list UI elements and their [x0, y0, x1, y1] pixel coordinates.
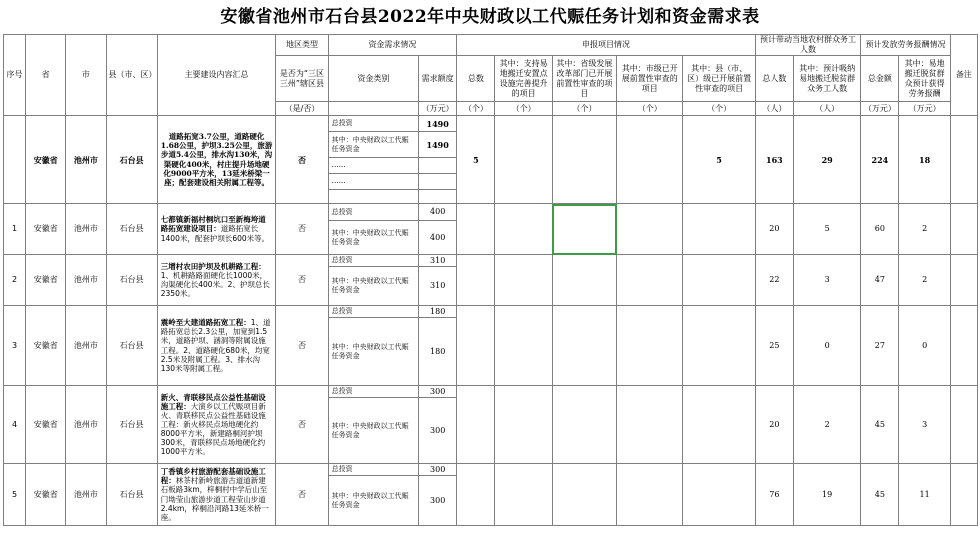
- unit-jobs-poor: （人）: [793, 102, 860, 116]
- row-province[interactable]: 安徽省: [26, 386, 66, 464]
- row-total-invest-label[interactable]: 总投资: [328, 464, 418, 476]
- row-decl-c4[interactable]: [683, 386, 755, 464]
- row-county[interactable]: 石台县: [106, 204, 157, 255]
- unit-decl-c4: （个）: [683, 102, 755, 116]
- row-decl-c4[interactable]: [683, 204, 755, 255]
- row-city[interactable]: 池州市: [66, 255, 106, 306]
- project-title: 七都镇新福村桐坑口至新梅垮道路拓宽建设项目：: [160, 215, 266, 234]
- row-total-invest[interactable]: 300: [419, 464, 457, 476]
- summary-decl-c4[interactable]: 5: [683, 116, 755, 204]
- row-city[interactable]: 池州市: [66, 464, 106, 526]
- table-row: [4, 306, 978, 318]
- row-decl-c3[interactable]: [617, 255, 683, 306]
- row-central-label[interactable]: 其中：中央财政以工代赈任务资金: [328, 398, 418, 464]
- project-detail: 1、机耕路路面硬化长1000米，沟渠硬化长400米。2、护坝总长2350米。: [160, 270, 270, 299]
- row-region[interactable]: 否: [276, 386, 328, 464]
- summary-pay-poor[interactable]: 18: [899, 116, 950, 204]
- row-jobs-poor[interactable]: 3: [793, 255, 860, 306]
- unit-fund-amt: （万元）: [419, 102, 457, 116]
- row-remark[interactable]: [950, 386, 977, 464]
- table-row: [4, 204, 978, 221]
- row-central-label[interactable]: 其中：中央财政以工代赈任务资金: [328, 267, 418, 306]
- row-seq[interactable]: 4: [4, 386, 26, 464]
- header-jobs: 预计带动当地农村群众务工人数: [755, 35, 861, 56]
- row-seq[interactable]: 5: [4, 464, 26, 526]
- row-city[interactable]: 池州市: [66, 386, 106, 464]
- row-jobs-total[interactable]: 76: [755, 464, 793, 526]
- unit-decl-c2: （个）: [552, 102, 616, 116]
- row-seq[interactable]: 3: [4, 306, 26, 386]
- header-remark: 备注: [950, 35, 977, 116]
- row-province[interactable]: 安徽省: [26, 464, 66, 526]
- row-decl-c4[interactable]: [683, 306, 755, 386]
- header-funds: 资金需求情况: [328, 35, 457, 56]
- summary-seq[interactable]: [4, 116, 26, 204]
- row-total-invest[interactable]: 180: [419, 306, 457, 318]
- selected-cell[interactable]: [552, 204, 616, 255]
- summary-pay-total[interactable]: 224: [861, 116, 899, 204]
- summary-dots-1[interactable]: ……: [328, 158, 418, 174]
- summary-region[interactable]: 否: [276, 116, 328, 204]
- project-title: 丁香镇乡村旅游配套基础设施工程：: [160, 467, 266, 486]
- summary-dots-amt-2[interactable]: [419, 174, 457, 190]
- row-pay-total[interactable]: 45: [861, 464, 899, 526]
- summary-row: [4, 116, 978, 132]
- header-seq: 序号: [4, 35, 26, 116]
- header-jobs-poor: 其中：预计吸纳易地搬迁脱贫群众务工人数: [793, 56, 860, 102]
- summary-dots-amt-1[interactable]: [419, 158, 457, 174]
- row-county[interactable]: 石台县: [106, 386, 157, 464]
- row-province[interactable]: 安徽省: [26, 306, 66, 386]
- row-pay-poor[interactable]: 2: [899, 204, 950, 255]
- row-decl-c4[interactable]: [683, 464, 755, 526]
- project-detail: 1、道路拓宽总长2.3公里，加宽到1.5米，道路护坝、涵洞等附属设施工程。2、道路硬化680米，均宽2.5米及附属工程。3、排水沟130米等附属工程。: [160, 318, 271, 373]
- header-county: 县（市、区）: [106, 35, 157, 116]
- row-pay-total[interactable]: 47: [861, 255, 899, 306]
- unit-region: （是/否）: [276, 102, 328, 116]
- row-province[interactable]: 安徽省: [26, 255, 66, 306]
- project-detail: 大演乡以工代赈项目新火、青联移民点公益性基础设施工程：新火移民点场地硬化约8000平方米，新建路桐河护坝300米，青联移民点场地硬化约1000平方米。: [160, 401, 266, 457]
- row-decl-c2[interactable]: [552, 306, 616, 386]
- row-decl-c1[interactable]: [495, 386, 552, 464]
- row-remark[interactable]: [950, 464, 977, 526]
- header-fund-amt: 需求额度: [419, 56, 457, 102]
- row-pay-total[interactable]: 60: [861, 204, 899, 255]
- summary-content[interactable]: 道路拓宽3.7公里，道路硬化1.68公里，护坝3.25公里，旅游步道5.4公里，排水沟130米，沟渠硬化400米，村庄提升场地硬化9000平方米，13延米桥梁一座；配套建设相关附属工程等。: [157, 116, 276, 204]
- header-decl-c1: 其中：支持易地搬迁安置点设施完善提升的项目: [495, 56, 552, 102]
- row-decl-c1[interactable]: [495, 255, 552, 306]
- row-jobs-poor[interactable]: 19: [793, 464, 860, 526]
- row-pay-poor[interactable]: 11: [899, 464, 950, 526]
- row-remark[interactable]: [950, 306, 977, 386]
- header-province: 省: [26, 35, 66, 116]
- row-region[interactable]: 否: [276, 255, 328, 306]
- table-row: [4, 255, 978, 267]
- row-decl-total[interactable]: [457, 255, 495, 306]
- row-province[interactable]: 安徽省: [26, 204, 66, 255]
- row-central[interactable]: 180: [419, 318, 457, 386]
- header-pay-poor: 其中：易地搬迁脱贫群众预计获得劳务报酬: [899, 56, 950, 102]
- row-jobs-total[interactable]: 25: [755, 306, 793, 386]
- unit-fund-cat-empty: [328, 102, 418, 116]
- unit-jobs-total: （人）: [755, 102, 793, 116]
- header-pay-total: 总金额: [861, 56, 899, 102]
- row-decl-c3[interactable]: [617, 386, 683, 464]
- row-decl-c1[interactable]: [495, 464, 552, 526]
- header-pay: 预计发放劳务报酬情况: [861, 35, 950, 56]
- header-fund-cat: 资金类别: [328, 56, 418, 102]
- row-total-invest-label[interactable]: 总投资: [328, 255, 418, 267]
- row-decl-c3[interactable]: [617, 306, 683, 386]
- row-pay-total[interactable]: 45: [861, 386, 899, 464]
- table-row: [4, 464, 978, 476]
- row-total-invest-label[interactable]: 总投资: [328, 204, 418, 221]
- row-jobs-poor[interactable]: 0: [793, 306, 860, 386]
- row-region[interactable]: 否: [276, 306, 328, 386]
- header-content: 主要建设内容汇总: [157, 35, 276, 116]
- header-row-1: [4, 35, 978, 56]
- row-city[interactable]: 池州市: [66, 204, 106, 255]
- row-pay-poor[interactable]: 3: [899, 386, 950, 464]
- row-county[interactable]: 石台县: [106, 306, 157, 386]
- unit-pay-poor: （万元）: [899, 102, 950, 116]
- row-remark[interactable]: [950, 255, 977, 306]
- row-total-invest[interactable]: 400: [419, 204, 457, 221]
- row-decl-c4[interactable]: [683, 255, 755, 306]
- row-decl-c2[interactable]: [552, 255, 616, 306]
- row-decl-c2[interactable]: [552, 386, 616, 464]
- unit-decl-c1: （个）: [495, 102, 552, 116]
- row-content[interactable]: [157, 255, 276, 306]
- row-central[interactable]: 310: [419, 267, 457, 306]
- row-region[interactable]: 否: [276, 204, 328, 255]
- summary-dots-2[interactable]: ……: [328, 174, 418, 190]
- row-decl-total[interactable]: [457, 204, 495, 255]
- summary-province[interactable]: 安徽省: [26, 116, 66, 204]
- row-decl-c1[interactable]: [495, 204, 552, 255]
- row-decl-total[interactable]: [457, 464, 495, 526]
- unit-decl-c3: （个）: [617, 102, 683, 116]
- row-seq[interactable]: 2: [4, 255, 26, 306]
- summary-decl-c3[interactable]: [617, 116, 683, 204]
- row-central[interactable]: 400: [419, 221, 457, 255]
- header-region-sub: 是否为“三区三州”辖区县: [276, 56, 328, 102]
- header-decl-total: 总数: [457, 56, 495, 102]
- row-jobs-poor[interactable]: 5: [793, 204, 860, 255]
- row-central-label[interactable]: 其中：中央财政以工代赈任务资金: [328, 476, 418, 526]
- row-jobs-total[interactable]: 22: [755, 255, 793, 306]
- row-total-invest[interactable]: 310: [419, 255, 457, 267]
- row-central-label[interactable]: 其中：中央财政以工代赈任务资金: [328, 221, 418, 255]
- page-title: 安徽省池州市石台县2022年中央财政以工代赈任务计划和资金需求表: [220, 7, 760, 27]
- table-row: [4, 386, 978, 398]
- row-seq[interactable]: 1: [4, 204, 26, 255]
- header-region-type: 地区类型: [276, 35, 328, 56]
- row-central-label[interactable]: 其中：中央财政以工代赈任务资金: [328, 318, 418, 386]
- project-detail: 林茶村新岭旅游古道道新建石板路3km，梓桐村中学后山至门坳莹山旅游步道工程莹山步道2.4km，梓桐沿河路13延米桥一座。: [160, 476, 269, 522]
- row-total-invest-label[interactable]: 总投资: [328, 386, 418, 398]
- row-decl-c3[interactable]: [617, 464, 683, 526]
- project-title: 新火、青联移民点公益性基础设施工程：: [160, 392, 266, 411]
- summary-dots-amt-3[interactable]: [419, 190, 457, 204]
- project-title: 震岭至大建道路拓宽工程：: [160, 318, 251, 328]
- header-decl-c4: 其中：县（市、区）级已开展前置性审查的项目: [683, 56, 755, 102]
- row-decl-total[interactable]: [457, 306, 495, 386]
- row-county[interactable]: 石台县: [106, 464, 157, 526]
- row-content[interactable]: [157, 204, 276, 255]
- unit-pay-total: （万元）: [861, 102, 899, 116]
- summary-decl-total[interactable]: 5: [457, 116, 495, 204]
- row-county[interactable]: 石台县: [106, 255, 157, 306]
- summary-total-invest-label[interactable]: 总投资: [328, 116, 418, 132]
- header-jobs-total: 总人数: [755, 56, 793, 102]
- row-jobs-poor[interactable]: 2: [793, 386, 860, 464]
- row-content[interactable]: [157, 386, 276, 464]
- row-region[interactable]: 否: [276, 464, 328, 526]
- row-pay-total[interactable]: 27: [861, 306, 899, 386]
- summary-central[interactable]: 1490: [419, 132, 457, 158]
- unit-decl-total: （个）: [457, 102, 495, 116]
- row-jobs-total[interactable]: 20: [755, 204, 793, 255]
- summary-jobs-poor[interactable]: 29: [793, 116, 860, 204]
- row-content[interactable]: [157, 464, 276, 526]
- summary-dots-3[interactable]: [328, 190, 418, 204]
- row-central[interactable]: 300: [419, 476, 457, 526]
- row-pay-poor[interactable]: 2: [899, 255, 950, 306]
- project-title: 三增村农田护坝及机耕路工程：: [160, 261, 266, 271]
- summary-remark[interactable]: [950, 116, 977, 204]
- summary-decl-c2[interactable]: [552, 116, 616, 204]
- summary-jobs-total[interactable]: 163: [755, 116, 793, 204]
- row-pay-poor[interactable]: 0: [899, 306, 950, 386]
- row-decl-c3[interactable]: [617, 204, 683, 255]
- summary-county[interactable]: 石台县: [106, 116, 157, 204]
- header-decl-c2: 其中：省级发展改革部门已开展前置性审查的项目: [552, 56, 616, 102]
- summary-total-invest[interactable]: 1490: [419, 116, 457, 132]
- project-detail: 道路拓宽长1400米，配套护坝长600米等。: [160, 224, 270, 243]
- row-decl-total[interactable]: [457, 386, 495, 464]
- row-central[interactable]: 300: [419, 398, 457, 464]
- row-content[interactable]: [157, 306, 276, 386]
- summary-decl-c1[interactable]: [495, 116, 552, 204]
- row-jobs-total[interactable]: 20: [755, 386, 793, 464]
- summary-central-label[interactable]: 其中：中央财政以工代赈任务资金: [328, 132, 418, 158]
- plan-table: [3, 34, 978, 526]
- row-decl-c1[interactable]: [495, 306, 552, 386]
- row-decl-c2[interactable]: [552, 464, 616, 526]
- header-city: 市: [66, 35, 106, 116]
- row-total-invest-label[interactable]: 总投资: [328, 306, 418, 318]
- summary-city[interactable]: 池州市: [66, 116, 106, 204]
- row-remark[interactable]: [950, 204, 977, 255]
- row-city[interactable]: 池州市: [66, 306, 106, 386]
- row-total-invest[interactable]: 300: [419, 386, 457, 398]
- header-declare: 申报项目情况: [457, 35, 756, 56]
- header-decl-c3: 其中：市级已开展前置性审查的项目: [617, 56, 683, 102]
